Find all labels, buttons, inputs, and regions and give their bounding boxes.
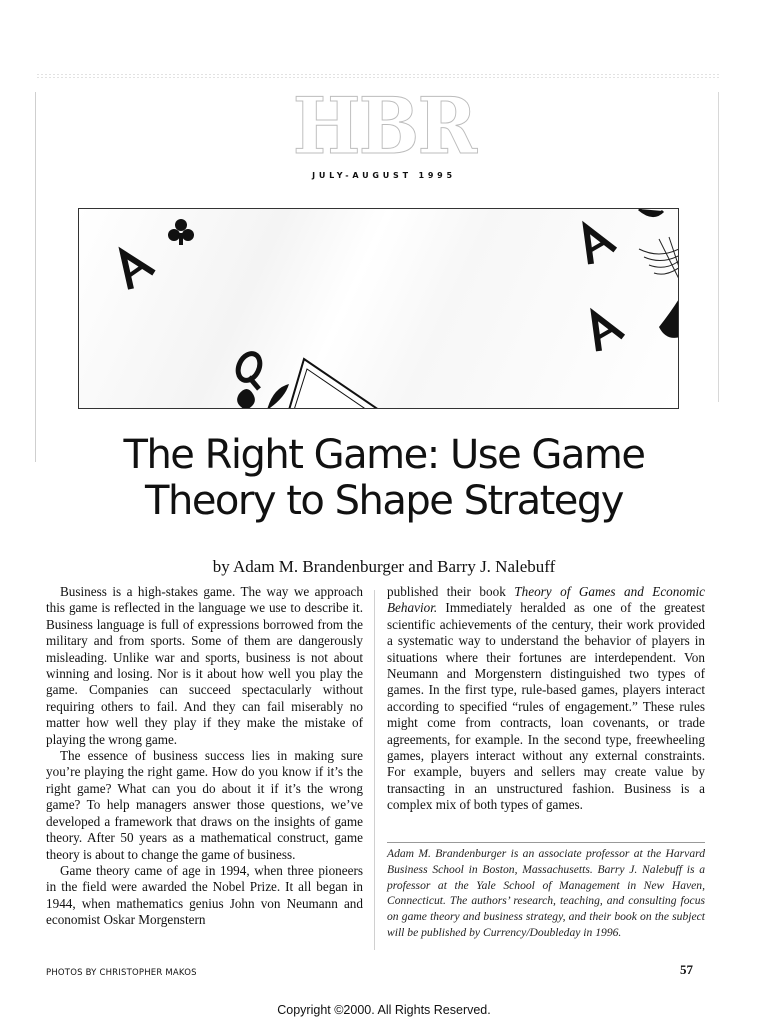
byline: by Adam M. Brandenburger and Barry J. Nalebuff <box>212 557 556 576</box>
column-divider <box>374 590 375 950</box>
copyright-notice: Copyright ©2000. All Rights Reserved. <box>277 1003 491 1017</box>
author-bio: Adam M. Brandenburger is an associate professor at the Harvard Business School in Boston, Massachusetts. Barry J. Nalebuff is a professor at the Yale School of Management in New Haven, Connecticut. The authors’ research, teaching, and consulting focus on game theory and business strategy, and their book on the subject will be published by Currency/Doubleday in 1996. <box>387 847 705 939</box>
text-run: Immediately heralded as one of the greatest scientific achievements of the century, their work provided a systematic way to understand the behavior of players in situations where their fortunes are interdependent. Von Neumann and Morgenstern distinguished two types of games. In the first type, rule-based games, players interact according to specified “rules of engagement.” These rules might come from contracts, loan covenants, or trade agreements, for example. In the second type, freewheeling games, players interact without any external constraints. For example, buyers and sellers may create value by transacting in an unstructured fashion. Business is a complex mix of both types of games. <box>387 600 705 813</box>
paragraph: Game theory came of age in 1994, when three pioneers in the field were awarded the Nobel Prize. It all began in 1944, when mathematics genius John von Neumann and economist Oskar Morgenstern <box>46 862 363 928</box>
title-line-2: Theory to Shape Strategy <box>145 478 623 524</box>
hbr-logo: HBR <box>292 81 476 172</box>
issue-date: JULY-AUGUST 1995 <box>312 171 456 180</box>
article-title <box>0 432 768 524</box>
paragraph: The essence of business success lies in making sure you’re playing the right game. How do you know if it’s the right game? What can you do about it if it’s the wrong game? To help managers answer those questions, we’ve developed a framework that draws on the insights of game theory. After 50 years as a mathematical construct, game theory is about to change the game of business. <box>46 748 363 862</box>
queen-of-spades-icon <box>234 350 379 409</box>
bio-divider <box>387 842 705 843</box>
playing-cards-photo <box>78 208 679 409</box>
text-run: published their book <box>387 584 506 599</box>
right-column <box>387 584 705 814</box>
paragraph: Business is a high-stakes game. The way we approach this game is reflected in the language we use to describe it. Business language is full of expressions borrowed from the military and from sports. Some of them are dangerously misleading. Unlike war and sports, business is not about winning and losing. Nor is it about how well you play the game. Companies can succeed spectacularly without requiring others to fail. And they can fail miserably no matter how well they play if they make the mistake of playing the wrong game. <box>46 584 363 747</box>
title-line-1: The Right Game: Use Game <box>123 432 645 478</box>
paragraph <box>387 584 705 814</box>
ace-of-clubs-icon <box>111 219 194 289</box>
photo-credit: PHOTOS BY CHRISTOPHER MAKOS <box>46 968 197 978</box>
ace-card-icon <box>574 209 679 279</box>
book-title: Theory of Games and Economic Behavior. <box>387 584 705 616</box>
left-column <box>46 584 363 929</box>
page-number: 57 <box>680 962 693 977</box>
scan-speckle <box>36 73 720 79</box>
ace-of-spades-icon <box>582 297 679 351</box>
